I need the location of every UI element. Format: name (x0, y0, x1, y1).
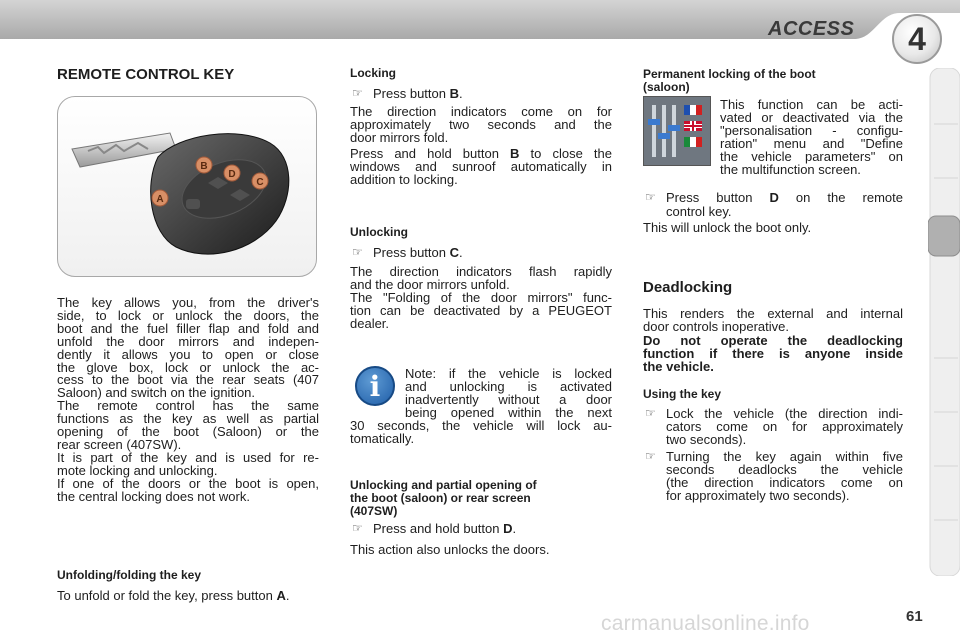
bullet-icon: ☞ (645, 449, 656, 463)
deadlocking-title: Deadlocking (643, 279, 733, 296)
text-line: windows and sunroof automatically in (350, 159, 612, 174)
svg-text:C: C (256, 177, 264, 188)
text-line: function if there is anyone inside (643, 346, 903, 361)
text-line: tion can be deactivated by a PEUGEOT (350, 303, 612, 318)
section-title-remote-control-key: REMOTE CONTROL KEY (57, 66, 235, 83)
text-line: unfold the door mirrors and indepen- (57, 333, 319, 349)
unfolding-text: To unfold or fold the key, press button A. (57, 588, 290, 603)
text-line: Do not operate the deadlocking (643, 333, 903, 348)
text-line: The remote control has the same (57, 398, 319, 414)
bullet-icon: ☞ (645, 406, 656, 420)
personalisation-menu-icon (643, 96, 711, 166)
text-line: (the direction indicators come on (666, 475, 903, 490)
using-key-title: Using the key (643, 387, 722, 401)
chapter-title: ACCESS (768, 18, 855, 40)
text-line: for approximately two seconds). (666, 488, 850, 503)
unlocking-title: Unlocking (350, 225, 409, 239)
text-line: cators come on for approximately (666, 419, 903, 434)
text-line: rear screen (407SW). (57, 436, 182, 452)
locking-title: Locking (350, 66, 397, 80)
perm-bullet-line2: control key. (666, 204, 732, 219)
text-line: Unlocking and partial opening of (350, 478, 537, 492)
text-line: If one of the doors or the boot is open, (57, 475, 319, 491)
text-line: Note: if the vehicle is locked (405, 366, 612, 381)
text-line: Turning the key again within five (666, 449, 903, 464)
bullet-icon: ☞ (645, 190, 656, 204)
text-line: Saloon) and switch on the ignition. (57, 385, 256, 401)
text-line: "personalisation - configu- (720, 123, 903, 138)
svg-text:A: A (156, 194, 164, 205)
text-line: side, to lock or unlock the doors, the (57, 307, 319, 323)
text-line: Lock the vehicle (the direction indi- (666, 406, 903, 421)
text-line: addition to locking. (350, 172, 458, 187)
locking-bullet: Press button B. (373, 86, 463, 101)
text-line: The direction indicators come on for (350, 104, 612, 119)
text-line: 30 seconds, the vehicle will lock au- (350, 418, 612, 433)
unlocking-bullet: Press button C. (373, 245, 463, 260)
chapter-tabs (928, 68, 960, 576)
text-line: mote locking and unlocking. (57, 462, 218, 478)
text-line: the boot (saloon) or rear screen (350, 491, 531, 505)
text-line: The key allows you, from the driver's (57, 295, 319, 310)
text-line: opening of the boot (Saloon) or the (57, 424, 319, 439)
text-line: approximately two seconds and the (350, 117, 612, 132)
bullet-icon: ☞ (352, 245, 363, 259)
perm-bullet: Press button D on the remote (666, 190, 903, 205)
sliders-flags-icon (644, 97, 710, 165)
text-line: This renders the external and internal (643, 306, 903, 321)
text-line: dently it allows you to open or close (57, 346, 319, 362)
text-line: The direction indicators flash rapidly (350, 264, 612, 279)
text-line: door controls inoperative. (643, 319, 789, 334)
bullet-icon: ☞ (352, 86, 363, 100)
text-line: vated or deactivated via the (720, 110, 903, 125)
text-line: This function can be acti- (720, 97, 903, 112)
text-line: the glove box, lock or unlock the ac- (57, 359, 319, 375)
bullet-icon: ☞ (352, 521, 363, 535)
text-line: cess to the boot via the rear seats (407 (57, 372, 319, 388)
svg-text:D: D (228, 169, 236, 180)
text-line: ration" menu and "Define (720, 136, 903, 151)
text-line: Permanent locking of the boot (643, 67, 816, 81)
text-line: The "Folding of the door mirrors" func- (350, 290, 612, 305)
text-line: and the door mirrors unfold. (350, 277, 510, 292)
text-line: seconds deadlocks the vehicle (666, 462, 903, 477)
text-line: and unlocking is activated (405, 379, 612, 394)
text-line: (saloon) (643, 80, 690, 94)
watermark: carmanualsonline.info (601, 612, 810, 635)
text-line: two seconds). (666, 432, 747, 447)
text-line: inadvertently without a door (405, 392, 612, 407)
text-line: boot and the fuel filler flap and fold and (57, 320, 319, 336)
text-line: (407SW) (350, 504, 398, 518)
text-line: the central locking does not work. (57, 488, 250, 504)
unfolding-title: Unfolding/folding the key (57, 568, 201, 582)
text-line: door mirrors fold. (350, 130, 449, 145)
svg-text:B: B (200, 161, 208, 172)
text-line: functions as the key as well as partial (57, 411, 319, 427)
chapter-tabs-graphic (928, 68, 960, 576)
remote-key-illustration (58, 97, 318, 278)
text-line: tomatically. (350, 431, 415, 446)
perm-after: This will unlock the boot only. (643, 220, 812, 235)
info-icon: i (355, 366, 395, 406)
chapter-header (0, 0, 960, 52)
page-number: 61 (906, 608, 923, 625)
text-line: dealer. (350, 316, 390, 331)
key-illustration-panel (57, 96, 317, 277)
partial-bullet: Press and hold button D. (373, 521, 517, 536)
chapter-number-badge: 4 (892, 14, 942, 64)
hold-line: Press and hold button B to close the (350, 146, 612, 161)
text-line: the vehicle. (643, 359, 714, 374)
text-line: being opened within the next (405, 405, 612, 420)
text-line: the multifunction screen. (720, 162, 861, 177)
text-line: the vehicle parameters" on (720, 149, 903, 164)
partial-text: This action also unlocks the doors. (350, 542, 550, 557)
text-line: It is part of the key and is used for re- (57, 449, 319, 465)
